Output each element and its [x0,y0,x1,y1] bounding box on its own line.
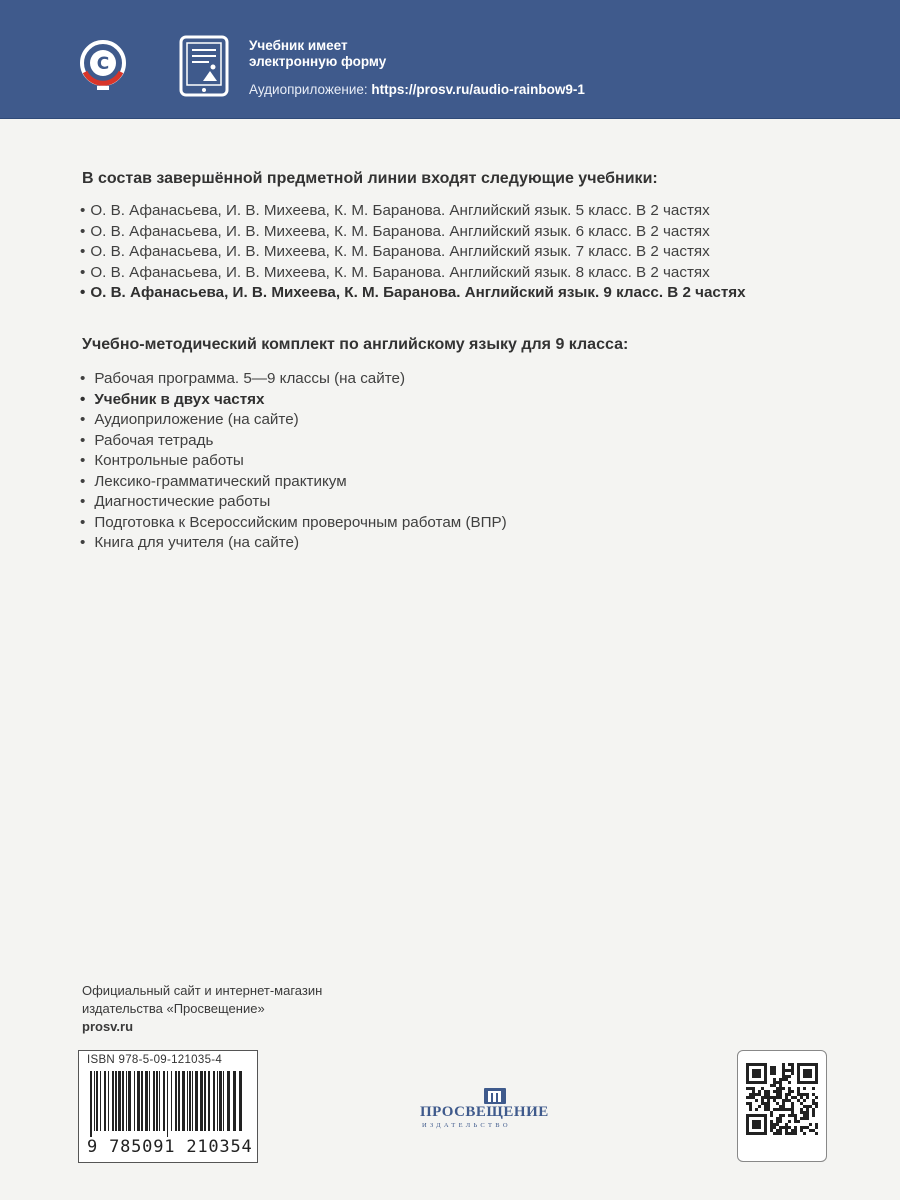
qr-module [791,1063,794,1066]
qr-module [809,1105,812,1108]
barcode-bar [159,1071,160,1131]
qr-module [746,1087,749,1090]
qr-module [773,1108,776,1111]
qr-module [782,1108,785,1111]
barcode-bar [104,1071,106,1131]
barcode-bar [96,1071,98,1131]
qr-module [779,1132,782,1135]
qr-module [755,1099,758,1102]
qr-module [800,1117,803,1120]
barcode-bar [175,1071,177,1131]
qr-module [782,1075,785,1078]
qr-module [752,1093,755,1096]
qr-module [761,1099,764,1102]
qr-module [815,1132,818,1135]
barcode-bar [149,1071,150,1131]
qr-module [746,1096,749,1099]
kit-item: • Рабочая программа. 5—9 классы (на сайте) [80,370,406,387]
header-banner [0,0,900,119]
barcode-bar [134,1071,135,1131]
qr-module [788,1108,791,1111]
qr-module [776,1096,779,1099]
kit-item: • Рабочая тетрадь [80,431,214,449]
qr-module [758,1090,761,1093]
qr-module [770,1114,773,1117]
barcode-bar [108,1071,109,1131]
qr-module [770,1120,773,1123]
qr-module [782,1072,785,1075]
qr-module [779,1084,782,1087]
kit-item: • Подготовка к Всероссийским проверочным работам (ВПР) [80,513,507,531]
qr-module [767,1099,770,1102]
qr-module [776,1108,779,1111]
qr-finder-module [803,1069,812,1078]
qr-module [791,1114,794,1117]
qr-module [812,1102,815,1105]
qr-module [791,1066,794,1069]
qr-module [788,1075,791,1078]
barcode-bar [118,1071,121,1131]
qr-module [758,1105,761,1108]
qr-module [785,1099,788,1102]
qr-module [794,1117,797,1120]
qr-module [788,1093,791,1096]
qr-module [749,1087,752,1090]
barcode-bar [192,1071,193,1131]
qr-module [788,1120,791,1123]
qr-module [806,1093,809,1096]
qr-module [749,1096,752,1099]
qr-module [809,1123,812,1126]
qr-module [782,1102,785,1105]
qr-module [761,1102,764,1105]
series-list [80,201,746,304]
qr-module [788,1081,791,1084]
qr-module [770,1066,773,1069]
qr-module [791,1129,794,1132]
qr-module [767,1105,770,1108]
barcode-bar [171,1071,172,1131]
barcode-bars [88,1071,248,1137]
barcode-bar [213,1071,215,1131]
series-item: • О. В. Афанасьева, И. В. Михеева, К. М. Баранова. Английский язык. 7 класс. В 2 частях [80,243,710,260]
qr-module [779,1120,782,1123]
qr-module [794,1120,797,1123]
qr-module [815,1102,818,1105]
qr-module [800,1129,803,1132]
qr-module [797,1120,800,1123]
barcode-bar [182,1071,185,1131]
qr-module [764,1090,767,1093]
qr-module [788,1090,791,1093]
kit-item: • Аудиоприложение (на сайте) [80,411,299,428]
kit-item: • Диагностические работы [80,493,271,510]
qr-module [803,1105,806,1108]
qr-module [782,1063,785,1066]
qr-module [812,1129,815,1132]
qr-module [782,1069,785,1072]
qr-module [764,1096,767,1099]
qr-module [788,1069,791,1072]
qr-module [803,1117,806,1120]
qr-module [791,1102,794,1105]
qr-module [755,1093,758,1096]
barcode-bar [137,1071,140,1131]
qr-module [773,1084,776,1087]
qr-module [764,1102,767,1105]
qr-module [800,1111,803,1114]
qr-module [770,1072,773,1075]
qr-module [758,1093,761,1096]
qr-module [761,1096,764,1099]
qr-module [806,1105,809,1108]
qr-module [815,1123,818,1126]
qr-code[interactable] [737,1050,827,1162]
qr-module [800,1126,803,1129]
qr-module [809,1129,812,1132]
qr-module [797,1090,800,1093]
qr-module [803,1093,806,1096]
qr-module [803,1099,806,1102]
qr-module [779,1087,782,1090]
qr-module [782,1126,785,1129]
barcode-bar [239,1071,242,1131]
qr-module [806,1108,809,1111]
qr-module [788,1132,791,1135]
qr-module [800,1102,803,1105]
barcode-bar [219,1071,222,1131]
qr-module [770,1096,773,1099]
qr-module [776,1102,779,1105]
barcode-bar [178,1071,180,1131]
qr-module [797,1093,800,1096]
isbn-number: ISBN 978-5-09-121035-4 [87,1054,223,1066]
qr-module [779,1081,782,1084]
qr-module [779,1078,782,1081]
qr-module [800,1096,803,1099]
qr-module [788,1126,791,1129]
qr-module [773,1126,776,1129]
qr-module [803,1114,806,1117]
qr-module [791,1069,794,1072]
qr-module [776,1123,779,1126]
qr-module [791,1105,794,1108]
qr-module [797,1099,800,1102]
qr-module [776,1081,779,1084]
qr-module [773,1090,776,1093]
qr-module [776,1093,779,1096]
qr-module [803,1126,806,1129]
series-item: • О. В. Афанасьева, И. В. Михеева, К. М. Баранова. Английский язык. 8 класс. В 2 частях [80,263,710,281]
qr-module [785,1129,788,1132]
barcode-bar [167,1071,168,1137]
qr-module [773,1099,776,1102]
kit-item: • Контрольные работы [80,452,244,469]
qr-module [812,1111,815,1114]
qr-module [773,1069,776,1072]
qr-module [755,1108,758,1111]
qr-module [785,1132,788,1135]
qr-module [800,1108,803,1111]
qr-module [794,1129,797,1132]
series-item-current: • О. В. Афанасьева, И. В. Михеева, К. М. Баранова. Английский язык. 9 класс. В 2 частях [80,284,746,301]
barcode-bar [204,1071,206,1131]
qr-module [767,1108,770,1111]
qr-module [800,1093,803,1096]
qr-module [785,1078,788,1081]
qr-module [791,1111,794,1114]
qr-module [770,1126,773,1129]
qr-module [812,1108,815,1111]
qr-module [812,1099,815,1102]
eform-notice-line2: электронную форму [249,54,387,69]
qr-module [782,1105,785,1108]
qr-module [749,1105,752,1108]
barcode-bar [217,1071,218,1131]
audio-app-line [249,82,585,97]
qr-module [773,1078,776,1081]
qr-module [815,1126,818,1129]
qr-module [788,1087,791,1090]
qr-module [791,1132,794,1135]
qr-module [773,1096,776,1099]
qr-module [773,1123,776,1126]
qr-module [764,1105,767,1108]
publisher-name: ПРОСВЕЩЕНИЕ [420,1104,549,1120]
barcode-bar [128,1071,131,1131]
barcode-bar [156,1071,158,1131]
qr-module [779,1096,782,1099]
qr-module [806,1114,809,1117]
qr-module [764,1108,767,1111]
qr-module [779,1117,782,1120]
qr-module [806,1117,809,1120]
qr-module [767,1096,770,1099]
qr-module [791,1090,794,1093]
kit-item: • Книга для учителя (на сайте) [80,534,300,551]
site-link[interactable]: prosv.ru [82,1019,134,1034]
kit-title: Учебно-методический комплект по английскому языку для 9 класса: [82,336,629,353]
barcode-bar [90,1071,92,1137]
qr-module [782,1114,785,1117]
qr-module [767,1093,770,1096]
barcode-bar [195,1071,198,1131]
qr-module [791,1072,794,1075]
qr-module [797,1087,800,1090]
qr-module [815,1096,818,1099]
qr-module [785,1126,788,1129]
qr-module [776,1129,779,1132]
barcode-bar [189,1071,191,1131]
qr-module [791,1108,794,1111]
qr-module [779,1090,782,1093]
site-info-line1: Официальный сайт и интернет-магазин [82,983,323,998]
barcode-bar [163,1071,165,1131]
barcode-bar [115,1071,117,1131]
kit-item-current: • Учебник в двух частях [80,390,265,408]
audio-label: Аудиоприложение: [249,82,372,97]
qr-module [770,1129,773,1132]
qr-module [788,1114,791,1117]
qr-module [773,1072,776,1075]
barcode-bar [100,1071,101,1131]
qr-module [785,1069,788,1072]
qr-module [794,1096,797,1099]
qr-module [785,1123,788,1126]
qr-module [779,1126,782,1129]
qr-module [803,1132,806,1135]
qr-module [749,1102,752,1105]
barcode-bar [153,1071,155,1131]
qr-module [776,1087,779,1090]
barcode-bar [233,1071,236,1131]
qr-module [779,1129,782,1132]
qr-module [749,1108,752,1111]
tablet-icon [179,35,229,97]
qr-module [782,1087,785,1090]
qr-module [782,1066,785,1069]
barcode-bar [187,1071,188,1131]
qr-module [770,1111,773,1114]
barcode-bar [223,1071,224,1131]
barcode-bar [208,1071,210,1131]
qr-module [746,1102,749,1105]
qr-module [779,1105,782,1108]
qr-module [815,1105,818,1108]
barcode-bar [141,1071,143,1131]
qr-module [776,1090,779,1093]
qr-module [752,1096,755,1099]
series-item: • О. В. Афанасьева, И. В. Михеева, К. М. Баранова. Английский язык. 5 класс. В 2 частях [80,202,710,219]
qr-module [761,1087,764,1090]
qr-module [764,1093,767,1096]
barcode-bar [227,1071,230,1131]
series-title: В состав завершённой предметной линии входят следующие учебники: [82,170,658,187]
qr-module [794,1114,797,1117]
barcode-bar [112,1071,114,1131]
qr-module [812,1114,815,1117]
qr-module [803,1111,806,1114]
qr-code-icon [746,1063,818,1135]
qr-module [767,1090,770,1093]
barcode-bar [145,1071,148,1131]
qr-finder-module [752,1069,761,1078]
qr-module [806,1126,809,1129]
qr-module [773,1132,776,1135]
qr-module [776,1120,779,1123]
barcode-bar [122,1071,124,1131]
qr-finder-module [752,1120,761,1129]
publisher-site-info [82,982,322,1036]
site-info-line2: издательства «Просвещение» [82,1001,265,1016]
qr-module [806,1111,809,1114]
svg-text:C: C [96,54,110,74]
qr-module [776,1132,779,1135]
qr-module [779,1108,782,1111]
ean-digits: 9 785091 210354 [87,1137,253,1157]
qr-module [749,1093,752,1096]
publisher-subtitle: ИЗДАТЕЛЬСТВО [422,1122,511,1129]
audio-url-link[interactable]: https://prosv.ru/audio-rainbow9-1 [371,82,585,97]
qr-module [785,1093,788,1096]
qr-module [770,1123,773,1126]
barcode-bar [200,1071,203,1131]
publisher-logo [420,1088,580,1128]
qr-module [785,1096,788,1099]
qr-module [788,1063,791,1066]
barcode-bar [94,1071,95,1131]
qr-module [779,1093,782,1096]
qr-module [806,1096,809,1099]
qr-module [785,1075,788,1078]
qr-module [773,1066,776,1069]
qr-module [785,1108,788,1111]
qr-module [812,1093,815,1096]
qr-module [794,1132,797,1135]
qr-module [752,1087,755,1090]
qr-module [770,1084,773,1087]
barcode-bar [126,1071,127,1131]
qr-module [773,1081,776,1084]
kit-item: • Лексико-грамматический практикум [80,472,347,490]
series-item: • О. В. Афанасьева, И. В. Михеева, К. М. Баранова. Английский язык. 6 класс. В 2 частях [80,222,710,240]
qr-module [767,1102,770,1105]
qr-module [812,1087,815,1090]
qr-module [752,1090,755,1093]
qr-module [794,1126,797,1129]
qr-module [791,1096,794,1099]
qr-module [782,1099,785,1102]
qr-module [788,1099,791,1102]
e-form-logo-icon [77,38,129,94]
qr-module [803,1087,806,1090]
qr-module [782,1078,785,1081]
kit-list [80,369,507,554]
qr-module [776,1117,779,1120]
isbn-barcode [78,1050,258,1163]
qr-module [770,1069,773,1072]
qr-module [779,1114,782,1117]
eform-notice-line1: Учебник имеет [249,38,348,53]
